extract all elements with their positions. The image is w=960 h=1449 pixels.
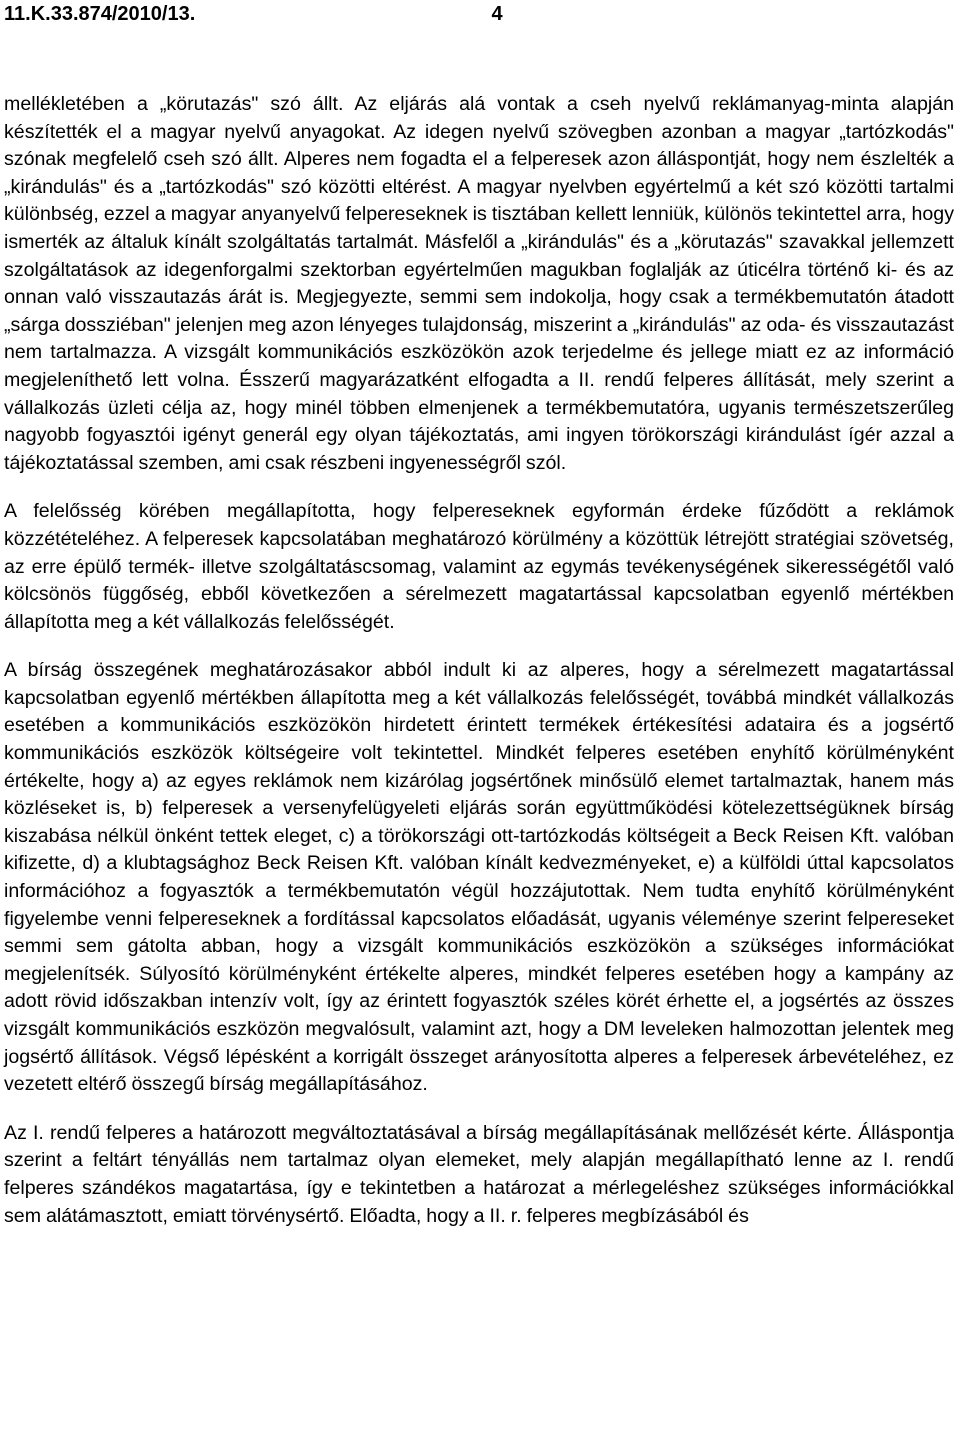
page-number: 4 bbox=[491, 3, 503, 25]
paragraph-4: Az I. rendű felperes a határozott megváltoztatásával a bírság megállapításának mellőzését kérte. Álláspontja szerint a feltárt tényállás nem tartalmaz olyan elemeket, mely alapján megállapítható lenne az I. rendű felperes szándékos magatartása, így e tekintetben a határozat a mérlegeléshez szükséges információkkal sem alátámasztott, emiatt törvénysértő. Előadta, hogy a II. r. felperes megbízásából és bbox=[4, 1121, 954, 1227]
case-number: 11.K.33.874/2010/13. bbox=[4, 3, 196, 25]
document-body bbox=[4, 91, 954, 1251]
paragraph-2: A felelősség körében megállapította, hogy felpereseknek egyformán érdeke fűződött a reklámok közzétételéhez. A felperesek kapcsolatában meghatározó körülmény a közöttük létrejött stratégiai szövetség, az erre épülő termék- illetve szolgáltatáscsomag, valamint az egymás tevékenységének sikerességétől való kölcsönös függőség, ebből következően a sérelmezett magatartással kapcsolatban egyenlő mértékben állapította meg a két vállalkozás felelősségét. bbox=[4, 500, 954, 633]
paragraph-1: mellékletében a „körutazás" szó állt. Az eljárás alá vontak a cseh nyelvű reklámanyag-minta alapján készítették el a magyar nyelvű anyagokat. Az idegen nyelvű szövegben azonban a magyar „tartózkodás" szónak megfelelő cseh szó állt. Alperes nem fogadta el a felperesek azon álláspontját, hogy nem észlelték a „kirándulás" és a „tartózkodás" szó közötti eltérést. A magyar nyelvben egyértelmű a két szó közötti tartalmi különbség, ezzel a magyar anyanyelvű felpereseknek is tisztában kellett lenniük, különös tekintettel arra, hogy ismerték az általuk kínált szolgáltatás tartalmát. Másfelől a „kirándulás" és a „körutazás" szavakkal jellemzett szolgáltatások az idegenforgalmi szektorban egyértelműen magukban foglalják az úticélra történő ki- és az onnan való visszautazás árát is. Megjegyezte, semmi sem indokolja, hogy csak a termékbemutatón átadott „sárga dossziéban" jelenjen meg azon lényeges tulajdonság, miszerint a „kirándulás" az oda- és visszautazást nem tartalmazza. A vizsgált kommunikációs eszközökön azok terjedelme és jellege miatt ez az információ megjeleníthető lett volna. Ésszerű magyarázatként elfogadta a II. rendű felperes állítását, mely szerint a vállalkozás üzleti célja az, hogy minél többen elmenjenek a termékbemutatóra, ugyanis természetszerűleg nagyobb fogyasztói igényt generál egy olyan tájékoztatás, ami ingyen törökországi kirándulást ígér azzal a tájékoztatással szemben, ami csak részbeni ingyenességről szól. bbox=[4, 93, 954, 474]
paragraph-3: A bírság összegének meghatározásakor abból indult ki az alperes, hogy a sérelmezett magatartással kapcsolatban egyenlő mértékben állapította meg a két vállalkozás felelősségét, továbbá mindkét vállalkozás esetében a kommunikációs eszközökön hirdetett érintett termékek értékesítési adataira és a jogsértő kommunikációs eszközök költségeire volt tekintettel. Mindkét felperes esetében enyhítő körülményként értékelte, hogy a) az egyes reklámok nem kizárólag jogsértőnek minősülő elemet tartalmaztak, hanem más közléseket is, b) felperesek a versenyfelügyeleti eljárás során együttműködési kötelezettségüknek bírság kiszabása nélkül önként tettek eleget, c) a törökországi ott-tartózkodás költségeit a Beck Reisen Kft. valóban kifizette, d) a klubtagsághoz Beck Reisen Kft. valóban kínált kedvezményeket, e) a külföldi úttal kapcsolatos információhoz a fogyasztók a termékbemutatón végül hozzájutottak. Nem tudta enyhítő körülményként figyelembe venni felpereseknek a fordítással kapcsolatos előadását, ugyanis véleménye szerint felpereseket semmi sem gátolta abban, hogy a vizsgált kommunikációs eszközökön a szükséges információkat megjelenítsék. Súlyosító körülményként értékelte alperes, mindkét felperes esetében hogy a kampány az adott rövid időszakban intenzív volt, így az érintett fogyasztók széles körét érhette el, a jogsértés az összes vizsgált kommunikációs eszközön megvalósult, valamint azt, hogy a DM leveleken halmozottan jelentek meg jogsértő állítások. Végső lépésként a korrigált összeget arányosította alperes a felperesek árbevételéhez, ez vezetett eltérő összegű bírság megállapításához. bbox=[4, 659, 954, 1096]
